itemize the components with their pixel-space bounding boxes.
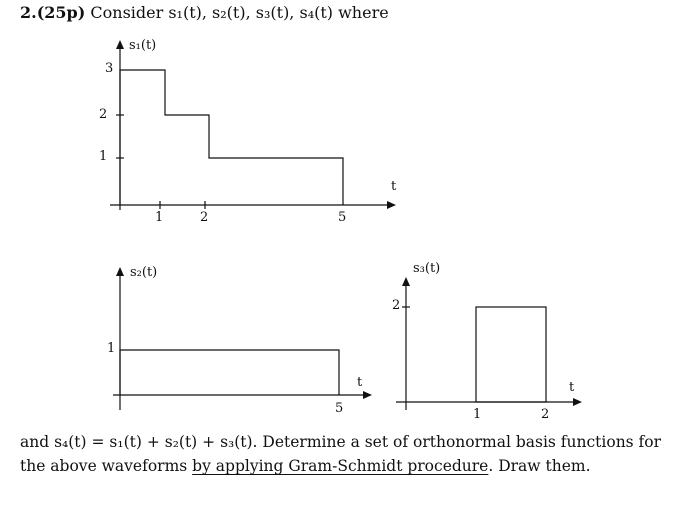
- s3-x-arrow: [573, 398, 582, 406]
- problem-statement: [20, 430, 670, 478]
- problem-points: (25p): [36, 3, 86, 22]
- problem-number: 2.: [20, 3, 37, 22]
- s3-ytick-label-2: 2: [392, 298, 401, 313]
- s1-xtick-label-1: 1: [155, 210, 164, 225]
- s3-xtick-label-2: 2: [541, 407, 550, 422]
- s3-y-arrow: [402, 277, 410, 286]
- s1-xtick-label-2: 2: [200, 210, 209, 225]
- graph-s1: [110, 40, 396, 210]
- s3-t-axis-label: t: [569, 380, 575, 395]
- s1-t-axis-label: t: [391, 179, 397, 194]
- problem-intro: Consider s₁(t), s₂(t), s₃(t), s₄(t) where: [90, 3, 389, 22]
- s1-xtick-label-5: 5: [338, 210, 347, 225]
- statement-underlined: by applying Gram-Schmidt procedure: [192, 457, 489, 475]
- s2-y-arrow: [116, 267, 124, 276]
- s2-function-label: s₂(t): [130, 265, 158, 280]
- s1-function-label: s₁(t): [129, 38, 157, 53]
- s2-t-axis-label: t: [357, 375, 363, 390]
- s3-function-label: s₃(t): [413, 261, 441, 276]
- graph-s2: [113, 267, 372, 410]
- s2-waveform: [120, 350, 339, 395]
- s2-ytick-label-1: 1: [107, 341, 116, 356]
- statement-part1: and s₄(t) = s₁(t) + s₂(t) + s₃(t). Determine a set of orthonormal basis functions for the above waveforms: [20, 433, 662, 475]
- s1-waveform: [120, 70, 343, 205]
- graph-s3: [396, 277, 582, 410]
- s1-y-arrow: [116, 40, 124, 49]
- s3-waveform: [476, 307, 546, 402]
- s2-x-arrow: [363, 391, 372, 399]
- s1-ytick-label-2: 2: [99, 107, 108, 122]
- s1-ytick-label-1: 1: [99, 149, 108, 164]
- s2-xtick-label-5: 5: [335, 401, 344, 416]
- s1-ytick-label-3: 3: [105, 61, 114, 76]
- statement-part2: . Draw them.: [488, 457, 591, 475]
- s3-xtick-label-1: 1: [473, 407, 482, 422]
- s1-x-arrow: [387, 201, 396, 209]
